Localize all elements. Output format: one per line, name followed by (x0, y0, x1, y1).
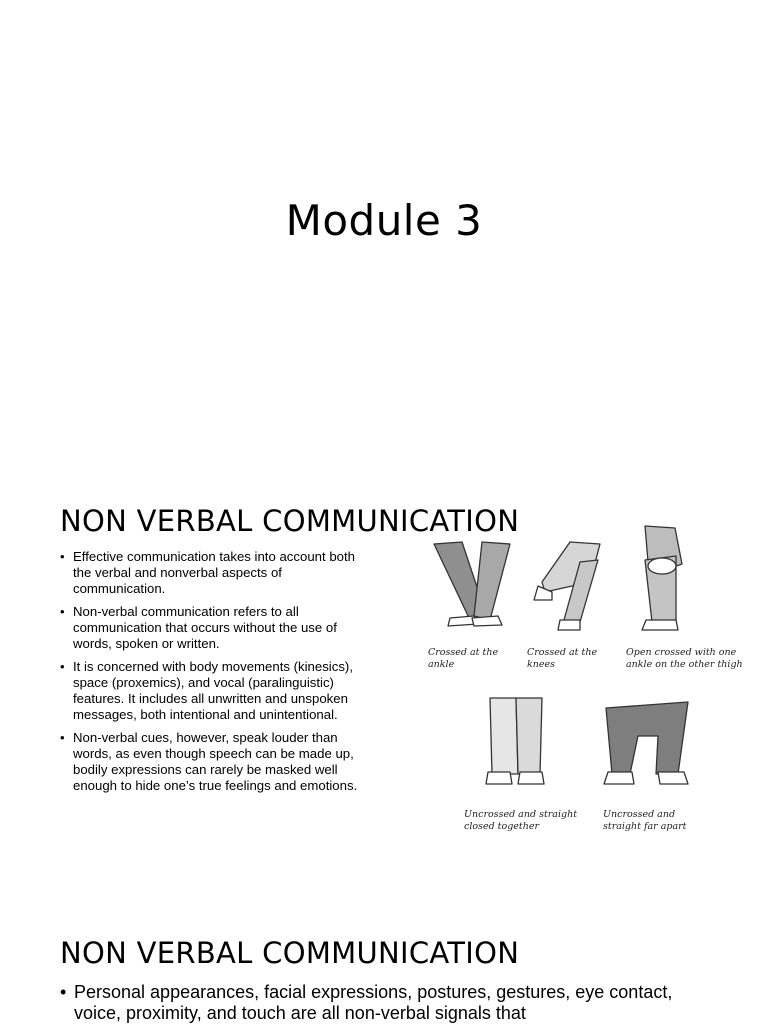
bullet-item: • Non-verbal communication refers to all communication that occurs without the use of words, spoken or written. (60, 604, 368, 652)
module-title: Module 3 (285, 196, 483, 246)
bullet-item: • It is concerned with body movements (kinesics), space (proxemics), and vocal (paralinguistic) features. It includes all unwritten and unspoken messages, both intentional and unintentional. (60, 659, 368, 723)
bullet-list (60, 549, 368, 801)
caption-uncrossed-closed: Uncrossed and straight closed together (464, 809, 578, 832)
bullet-item: • Personal appearances, facial expressions, postures, gestures, eye contact, voice, proximity, and touch are all non-verbal signals that (60, 982, 700, 1024)
nonverbal-slide (0, 432, 768, 864)
crossed-knees-legs (534, 542, 600, 630)
bullet-item: • Effective communication takes into account both the verbal and nonverbal aspects of communication. (60, 549, 368, 597)
leg-postures-figure (420, 522, 750, 842)
slide-heading: NON VERBAL COMMUNICATION (60, 936, 520, 971)
title-slide (0, 0, 768, 432)
caption-open-crossed: Open crossed with one ankle on the other thigh (626, 647, 743, 670)
bullet-list (60, 982, 700, 1024)
uncrossed-closed-legs (486, 698, 544, 784)
uncrossed-apart-legs (604, 702, 688, 784)
nonverbal-slide-continued (0, 864, 768, 1024)
leg-postures-illustration (420, 522, 750, 842)
caption-crossed-ankle: Crossed at the ankle (428, 647, 499, 670)
bullet-item: • Non-verbal cues, however, speak louder than words, as even though speech can be made up, bodily expressions can rarely be masked well enough to hide one’s true feelings and emotions. (60, 730, 368, 794)
caption-uncrossed-apart: Uncrossed and straight far apart (603, 809, 687, 832)
caption-crossed-knees: Crossed at the knees (527, 647, 598, 670)
open-crossed-legs (642, 526, 682, 630)
crossed-ankle-legs (434, 542, 510, 626)
slide-heading: NON VERBAL COMMUNICATION (60, 504, 520, 539)
